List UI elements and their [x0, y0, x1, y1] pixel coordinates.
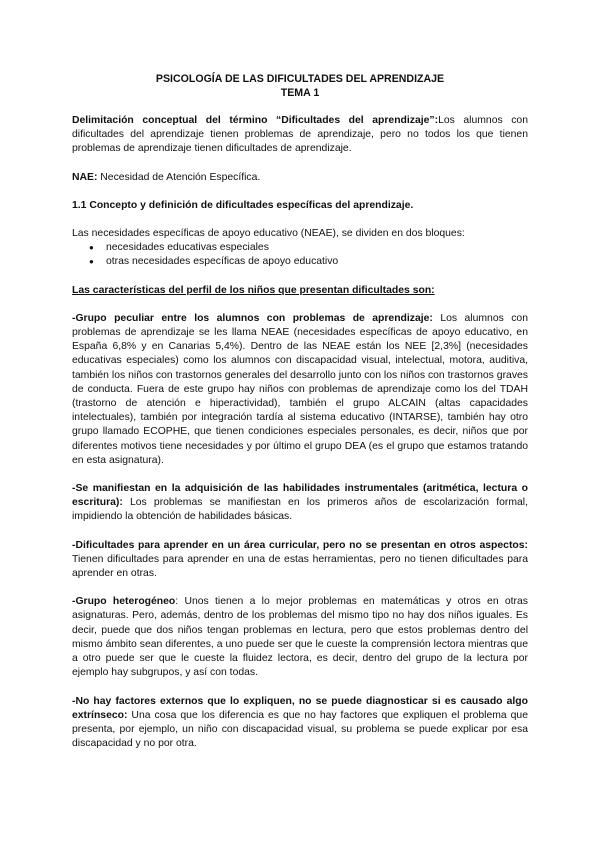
- delimitation-label: Delimitación conceptual del término “Dificultades del aprendizaje”:: [72, 115, 439, 126]
- doc-title-line1: PSICOLOGÍA DE LAS DIFICULTADES DEL APRENDIZAJE: [155, 73, 445, 85]
- nae-label: NAE:: [72, 171, 98, 183]
- neae-bullet-list: [72, 241, 528, 269]
- characteristic-item: [72, 312, 528, 468]
- characteristic-text: Los alumnos con problemas de aprendizaje se les llama NEAE (necesidades específicas de apoyo educativo, en España 6,8% y en Canarias 5,4%). Dentro de las NEAE están los NEE [2,3%] (necesidades educativas especiales) como los alumnos con discapacidad visual, intelectual, motora, auditiva, también los niños con trastornos generales del desarrollo junto con los niños con trastornos graves de conducta. Fuera de este grupo hay niños con problemas de aprendizaje como los del TDAH (trastorno de atención e hiperactividad), también el grupo ALCAIN (altas capacidades intelectuales), también por integración tardía al sistema educativo (INTARSE), también hay otro grupo llamado ECOPHE, que tienen condiciones especiales personales, es decir, niños que por diferentes motivos tiene necesidades y por último el grupo DEA (es el grupo que estamos tratando en esta asignatura).: [72, 312, 528, 466]
- characteristic-text: : Unos tienen a lo mejor problemas en matemáticas y otros en otras asignaturas. Pero, además, dentro de los problemas del mismo tipo no hay dos niños iguales. Es decir, puede que dos niños tengan problemas en lectura, pero que estos problemas dentro del mismo ámbito sean diferentes, a uno puede ser que le cueste la comprensión lectora mientras que a otro puede ser que le cueste la fluidez lectora, es decir, dentro del grupo de la lectura por ejemplo hay subgrupos, y así con todas.: [72, 596, 528, 679]
- characteristic-item: [72, 595, 528, 680]
- characteristic-text: Tienen dificultades para aprender en una de estas herramientas, pero no tienen dificultades para aprender en otras.: [72, 553, 528, 580]
- neae-intro: Las necesidades específicas de apoyo educativo (NEAE), se dividen en dos bloques:: [72, 228, 465, 240]
- characteristic-label: -No hay factores externos que lo expliquen, no se puede diagnosticar si es causado algo extrínseco:: [72, 695, 528, 721]
- characteristic-label: -Grupo heterogéneo: [72, 596, 176, 608]
- doc-title-line2: TEMA 1: [280, 87, 320, 99]
- characteristic-text: Una cosa que los diferencia es que no hay factores que expliquen el problema que presenta, por ejemplo, un niño con discapacidad visual, su problema se puede explicar por esa discapacidad y no por otra.: [72, 709, 528, 750]
- list-item: ● otras necesidades específicas de apoyo educativo: [106, 255, 528, 269]
- characteristic-label: -Grupo peculiar entre los alumnos con problemas de aprendizaje:: [72, 312, 433, 324]
- nae-paragraph: [72, 171, 528, 185]
- characteristic-item: [72, 482, 528, 525]
- characteristic-label: -Dificultades para aprender en un área curricular, pero no se presentan en otros aspectos:: [72, 539, 528, 551]
- delimitation-text: Los alumnos con dificultades del aprendizaje tienen problemas de aprendizaje, pero no todos los que tienen problemas de aprendizaje tienen dificultades de aprendizaje.: [72, 115, 528, 155]
- characteristic-item: [72, 695, 528, 752]
- delimitation-paragraph: [72, 114, 528, 157]
- characteristic-item: [72, 539, 528, 582]
- characteristic-text: Los problemas se manifiestan en los primeros años de escolarización formal, impidiendo la obtención de habilidades básicas.: [72, 497, 528, 523]
- list-item: ● necesidades educativas especiales: [106, 241, 528, 255]
- characteristic-label: -Se manifiestan en la adquisición de las habilidades instrumentales (aritmética, lectura o escritura):: [72, 483, 528, 509]
- nae-text: Necesidad de Atención Específica.: [97, 171, 261, 183]
- profile-heading: Las características del perfil de los niños que presentan dificultades son:: [72, 284, 435, 296]
- section-heading: 1.1 Concepto y definición de dificultades específicas del aprendizaje.: [72, 199, 414, 211]
